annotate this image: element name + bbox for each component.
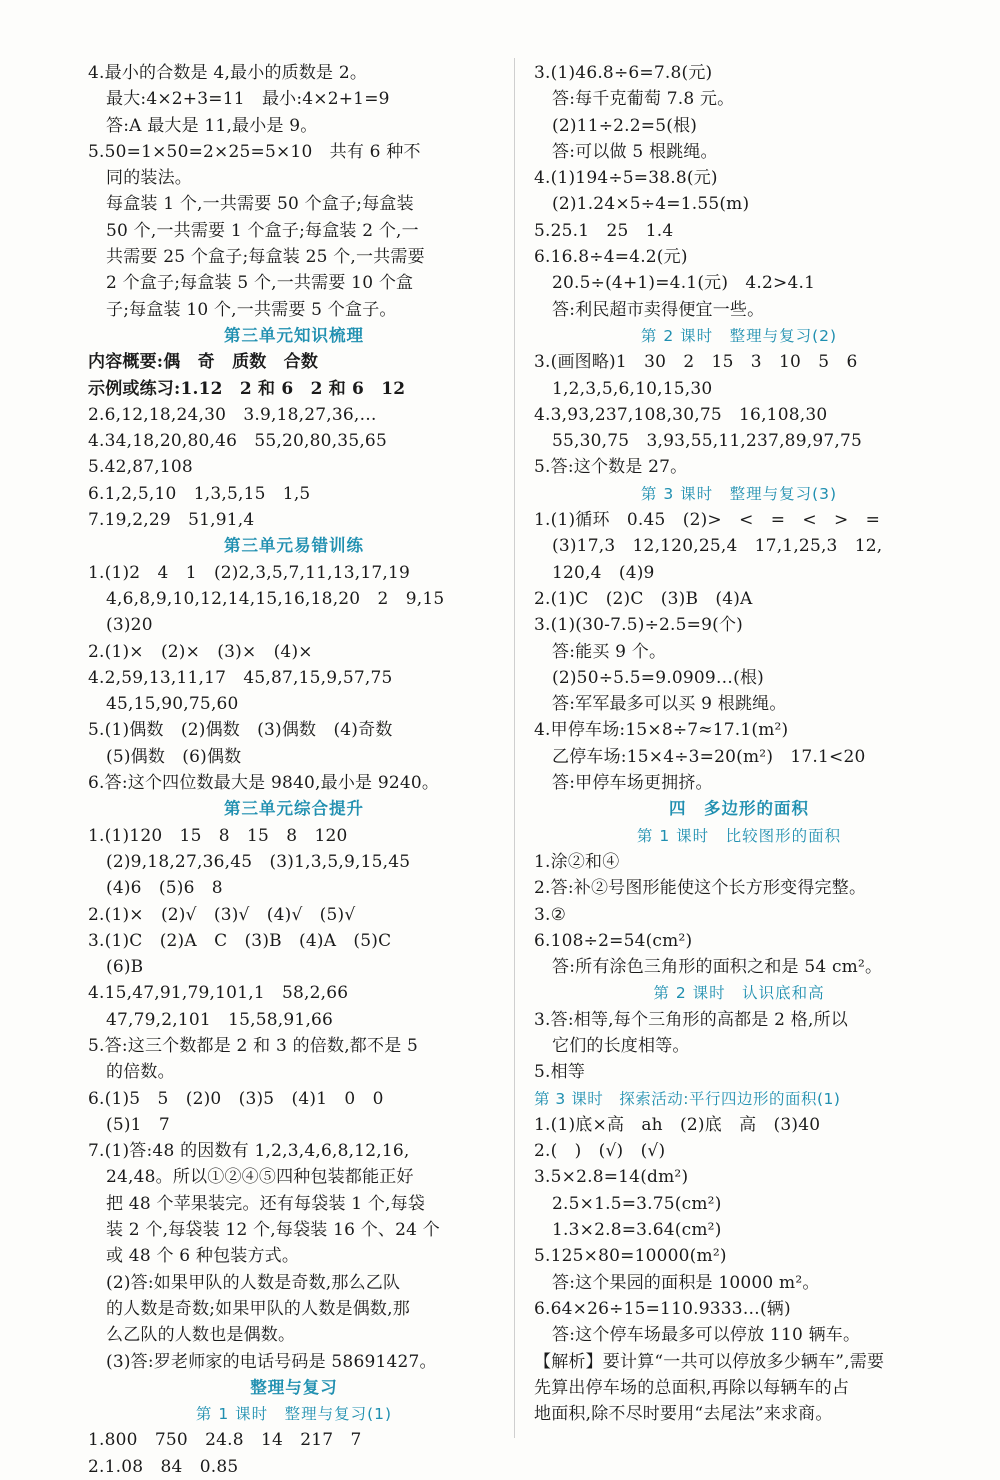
answer-line: 或 48 个 6 种包装方式。: [106, 1246, 300, 1267]
answer-line: 5.答:这三个数都是 2 和 3 的倍数,都不是 5: [88, 1035, 419, 1056]
answer-line: 6.答:这个四位数最大是 9840,最小是 9240。: [88, 773, 440, 794]
answer-line: 6.64×26÷15=110.9333…(辆): [534, 1298, 791, 1319]
answer-line: 1.3×2.8=3.64(cm²): [552, 1220, 722, 1241]
answer-line: 45,15,90,75,60: [106, 694, 239, 715]
answer-line: 内容概要:偶 奇 质数 合数: [88, 352, 319, 373]
answer-line: 3.答:相等,每个三角形的高都是 2 格,所以: [534, 1009, 848, 1030]
section-heading: 第三单元综合提升: [224, 799, 364, 819]
answer-line: 2.答:补②号图形能使这个长方形变得完整。: [534, 878, 867, 899]
answer-line: 5.答:这个数是 27。: [534, 457, 688, 478]
answer-line: 2.1.08 84 0.85: [88, 1456, 239, 1477]
answer-line: 6.108÷2=54(cm²): [534, 930, 693, 951]
answer-line: 答:能买 9 个。: [552, 641, 667, 662]
answer-line: 5.42,87,108: [88, 457, 193, 478]
answer-line: (2)9,18,27,36,45 (3)1,3,5,9,15,45: [106, 851, 411, 872]
answer-line: 1.涂②和④: [534, 851, 620, 872]
answer-line: (2)答:如果甲队的人数是奇数,那么乙队: [106, 1272, 401, 1293]
answer-line: 5.50=1×50=2×25=5×10 共有 6 种不: [88, 141, 421, 162]
answer-line: (3)20: [106, 615, 153, 636]
lesson-heading: 第 1 课时 比较图形的面积: [636, 826, 842, 845]
answer-line: 7.(1)答:48 的因数有 1,2,3,4,6,8,12,16,: [88, 1141, 410, 1162]
answer-line: 1.(1)120 15 8 15 8 120: [88, 825, 348, 846]
section-heading: 四 多边形的面积: [669, 799, 809, 819]
answer-line: 6.(1)5 5 (2)0 (3)5 (4)1 0 0: [88, 1088, 384, 1109]
answer-line: 47,79,2,101 15,58,91,66: [106, 1009, 334, 1030]
answer-line: (4)6 (5)6 8: [106, 878, 223, 899]
answer-line: 答:可以做 5 根跳绳。: [552, 141, 718, 162]
answer-line: 55,30,75 3,93,55,11,237,89,97,75: [552, 431, 862, 452]
answer-line: 1.(1)底×高 ah (2)底 高 (3)40: [534, 1114, 821, 1135]
answer-line: 3.5×2.8=14(dm²): [534, 1167, 689, 1188]
answer-line: 2.(1)× (2)× (3)× (4)×: [88, 641, 313, 662]
answer-line: 子;每盒装 10 个,一共需要 5 个盒子。: [106, 299, 397, 320]
answer-line: 2.6,12,18,24,30 3.9,18,27,36,…: [88, 404, 377, 425]
answer-line: 3.(画图略)1 30 2 15 3 10 5 6: [534, 352, 858, 373]
answer-line: 乙停车场:15×4÷3=20(m²) 17.1<20: [552, 746, 866, 767]
answer-line: 4.(1)194÷5=38.8(元): [534, 168, 718, 189]
answer-line: 答:军军最多可以买 9 根跳绳。: [552, 694, 787, 715]
column-divider: [514, 58, 515, 1438]
lesson-heading: 第 3 课时 整理与复习(3): [640, 484, 838, 503]
answer-line: 3.(1)46.8÷6=7.8(元): [534, 63, 713, 83]
answer-line: 答:甲停车场更拥挤。: [552, 773, 713, 794]
answer-line: 5.125×80=10000(m²): [534, 1246, 727, 1267]
answer-line: 答:每千克葡萄 7.8 元。: [552, 89, 735, 110]
answer-line: 4.15,47,91,79,101,1 58,2,66: [88, 983, 349, 1004]
answer-line: 【解析】要计算“一共可以停放多少辆车”,需要: [534, 1351, 885, 1372]
answer-line: 答:这个果园的面积是 10000 m²。: [552, 1272, 820, 1293]
answer-line: 示例或练习:1.12 2 和 6 2 和 6 12: [88, 378, 406, 399]
section-heading: 第三单元易错训练: [224, 536, 364, 556]
answer-line: 24,48。所以①②④⑤四种包装都能正好: [106, 1167, 414, 1188]
answer-line: 6.1,2,5,10 1,3,5,15 1,5: [88, 483, 311, 504]
answer-line: 共需要 25 个盒子;每盒装 25 个,一共需要: [106, 247, 425, 268]
answer-line: 3.(1)(30-7.5)÷2.5=9(个): [534, 615, 743, 636]
answer-line: 120,4 (4)9: [552, 562, 655, 583]
answer-line: 1.(1)循环 0.45 (2)> < = < > =: [534, 510, 881, 531]
lesson-heading: 第 3 课时 探索活动:平行四边形的面积(1): [534, 1089, 841, 1108]
answer-line: 答:所有涂色三角形的面积之和是 54 cm²。: [552, 957, 883, 978]
answer-line: 2.(1)× (2)√ (3)√ (4)√ (5)√: [88, 904, 356, 925]
answer-line: (2)50÷5.5=9.0909…(根): [552, 667, 764, 688]
answer-line: 2.(1)C (2)C (3)B (4)A: [534, 588, 753, 609]
answer-line: 3.(1)C (2)A C (3)B (4)A (5)C: [88, 930, 392, 951]
answer-line: 6.16.8÷4=4.2(元): [534, 247, 688, 268]
answer-line: 4.甲停车场:15×8÷7≈17.1(m²): [534, 720, 789, 741]
answer-line: 4,6,8,9,10,12,14,15,16,18,20 2 9,15: [106, 588, 445, 609]
answer-line: (5)偶数 (6)偶数: [106, 746, 242, 767]
answer-line: 地面积,除不尽时要用“去尾法”来求商。: [534, 1404, 833, 1425]
answer-line: (3)答:罗老师家的电话号码是 58691427。: [106, 1351, 437, 1372]
answer-line: 2.( ) (√) (√): [534, 1141, 666, 1162]
answer-line: 5.25.1 25 1.4: [534, 220, 674, 241]
answer-line: 先算出停车场的总面积,再除以每辆车的占: [534, 1377, 850, 1398]
answer-line: 5.(1)偶数 (2)偶数 (3)偶数 (4)奇数: [88, 720, 393, 741]
answer-line: 每盒装 1 个,一共需要 50 个盒子;每盒装: [106, 194, 414, 215]
answer-line: 4.2,59,13,11,17 45,87,15,9,57,75: [88, 667, 393, 688]
answer-line: 装 2 个,每袋装 12 个,每袋装 16 个、24 个: [106, 1220, 440, 1241]
answer-line: 么乙队的人数也是偶数。: [106, 1325, 296, 1346]
answer-line: (2)11÷2.2=5(根): [552, 115, 698, 136]
answer-line: 答:利民超市卖得便宜一些。: [552, 299, 765, 320]
answer-line: (2)1.24×5÷4=1.55(m): [552, 194, 750, 215]
answer-line: 1.(1)2 4 1 (2)2,3,5,7,11,13,17,19: [88, 562, 411, 583]
answer-line: (3)17,3 12,120,25,4 17,1,25,3 12,: [552, 536, 883, 557]
answer-line: 4.34,18,20,80,46 55,20,80,35,65: [88, 431, 387, 452]
answer-line: 的倍数。: [106, 1062, 175, 1083]
section-heading: 第三单元知识梳理: [224, 325, 364, 345]
answer-line: 同的装法。: [106, 168, 192, 189]
lesson-heading: 第 2 课时 认识底和高: [653, 984, 825, 1003]
answer-line: 4.3,93,237,108,30,75 16,108,30: [534, 404, 828, 425]
lesson-heading: 第 2 课时 整理与复习(2): [640, 326, 838, 345]
answer-line: 2.5×1.5=3.75(cm²): [552, 1193, 722, 1214]
section-heading: 整理与复习: [250, 1377, 338, 1397]
answer-line: 50 个,一共需要 1 个盒子;每盒装 2 个,一: [106, 220, 419, 241]
answer-line: 答:A 最大是 11,最小是 9。: [106, 115, 318, 136]
answer-line: 3.②: [534, 904, 567, 925]
answer-line: (6)B: [106, 957, 144, 978]
answer-line: 1,2,3,5,6,10,15,30: [552, 378, 713, 399]
answer-line: 的人数是奇数;如果甲队的人数是偶数,那: [106, 1298, 410, 1319]
answer-line: 答:这个停车场最多可以停放 110 辆车。: [552, 1325, 861, 1346]
answer-line: 5.相等: [534, 1062, 586, 1083]
left-column: [88, 60, 500, 1480]
answer-line: 最大:4×2+3=11 最小:4×2+1=9: [106, 89, 390, 110]
answer-line: 它们的长度相等。: [552, 1035, 690, 1056]
answer-line: (5)1 7: [106, 1114, 170, 1135]
answer-line: 7.19,2,29 51,91,4: [88, 510, 255, 531]
lesson-heading: 第 1 课时 整理与复习(1): [195, 1405, 393, 1424]
answer-line: 2 个盒子;每盒装 5 个,一共需要 10 个盒: [106, 273, 414, 294]
answer-line: 把 48 个苹果装完。还有每袋装 1 个,每袋: [106, 1193, 426, 1214]
answer-line: 20.5÷(4+1)=4.1(元) 4.2>4.1: [552, 273, 816, 294]
answer-line: 1.800 750 24.8 14 217 7: [88, 1430, 362, 1451]
right-column: [534, 60, 944, 1427]
answer-line: 4.最小的合数是 4,最小的质数是 2。: [88, 63, 368, 83]
